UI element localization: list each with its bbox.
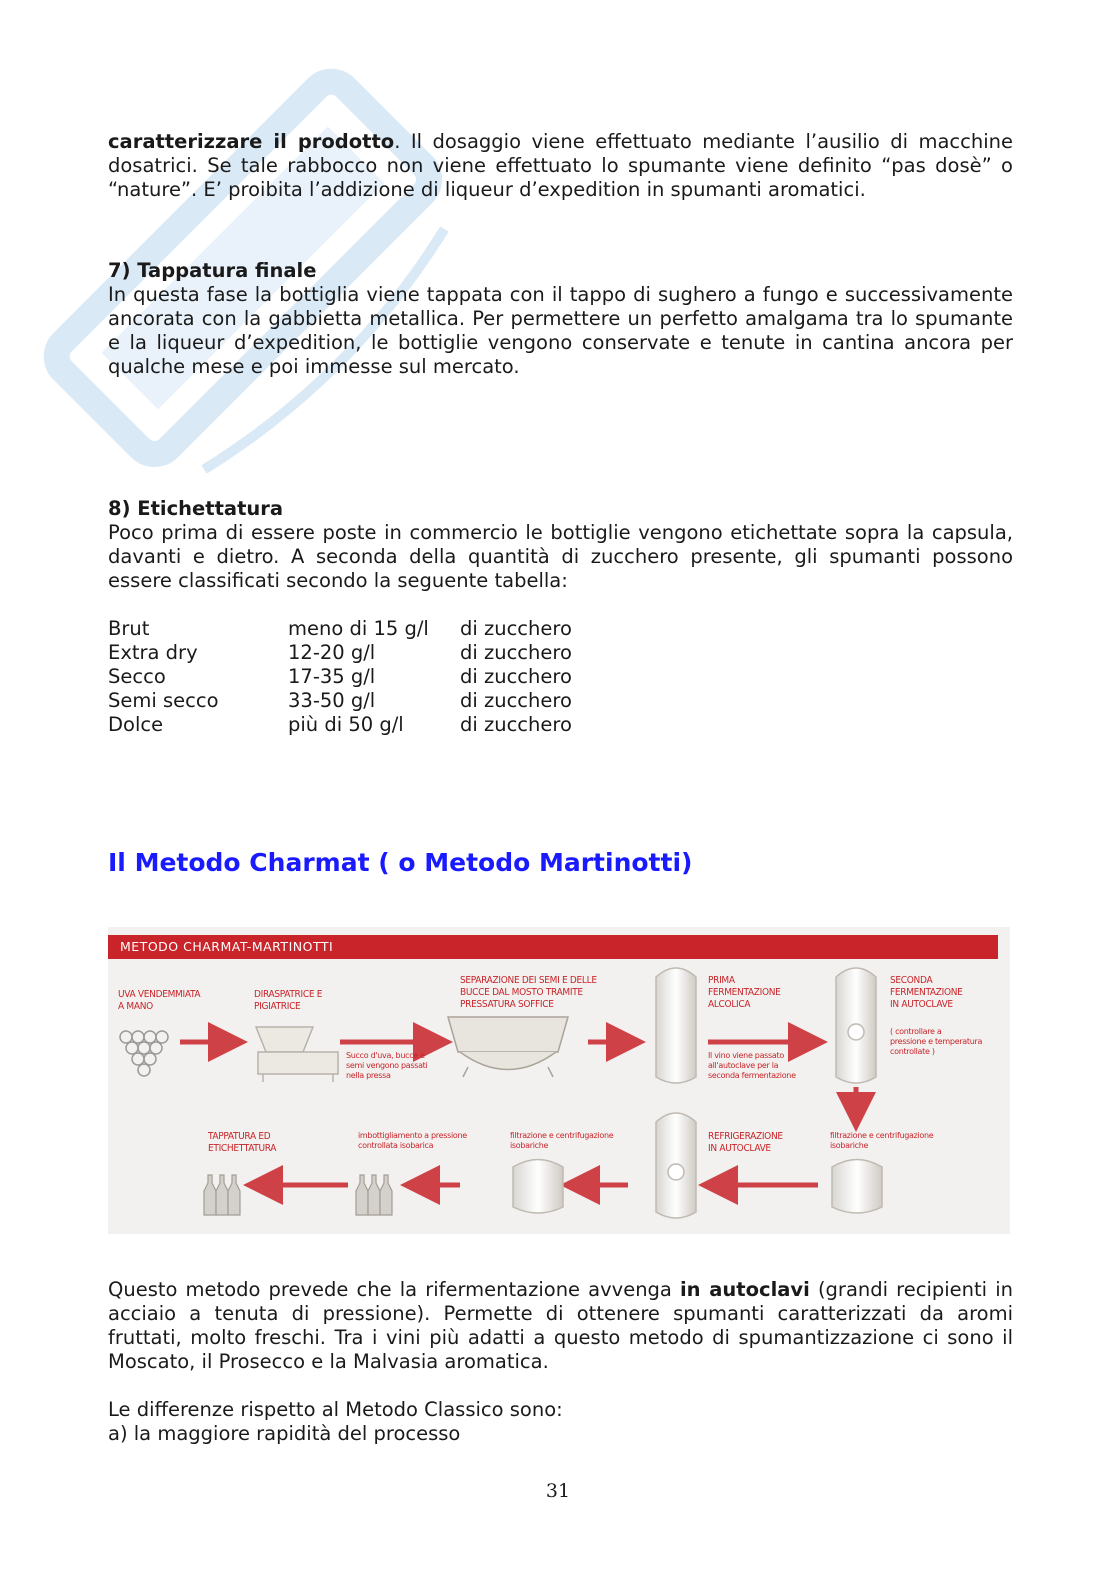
table-cell-type: Secco bbox=[108, 665, 166, 688]
table-row bbox=[108, 617, 572, 641]
table-row bbox=[108, 641, 572, 665]
figure-title: METODO CHARMAT-MARTINOTTI bbox=[120, 939, 334, 954]
charmat-para-start: Questo metodo prevede che la rifermentazione avvenga bbox=[108, 1278, 680, 1301]
table-cell-unit: di zucchero bbox=[460, 617, 572, 640]
intro-paragraph bbox=[108, 130, 1013, 202]
differences-intro: Le differenze rispetto al Metodo Classico sono: bbox=[108, 1398, 563, 1421]
table-cell-amount: 33-50 g/l bbox=[288, 689, 376, 712]
table-cell-unit: di zucchero bbox=[460, 689, 572, 712]
grapes-icon bbox=[120, 1031, 168, 1076]
process-drawing bbox=[108, 927, 1010, 1234]
table-cell-unit: di zucchero bbox=[460, 665, 572, 688]
table-cell-type: Brut bbox=[108, 617, 150, 640]
sugar-table bbox=[108, 617, 572, 737]
step-4-note: Il vino viene passato all'autoclave per la seconda fermentazione bbox=[708, 1051, 796, 1080]
page-content bbox=[108, 130, 1013, 737]
step-7-label: REFRIGERAZIONE IN AUTOCLAVE bbox=[708, 1131, 783, 1154]
section-8-heading: 8) Etichettatura bbox=[108, 497, 284, 520]
step-8-label: filtrazione e centrifugazione isobariche bbox=[510, 1131, 614, 1150]
table-row bbox=[108, 689, 572, 713]
press-icon bbox=[448, 1017, 568, 1077]
difference-a: a) la maggiore rapidità del processo bbox=[108, 1422, 461, 1445]
step-4-label: PRIMA FERMENTAZIONE ALCOLICA bbox=[708, 975, 781, 1010]
step-10-label: TAPPATURA ED ETICHETTATURA bbox=[208, 1131, 277, 1154]
bottles-icon bbox=[204, 1175, 392, 1215]
table-cell-unit: di zucchero bbox=[460, 713, 572, 736]
step-3-label: SEPARAZIONE DEI SEMI E DELLE BUCCE DAL MOSTO TRAMITE PRESSATURA SOFFICE bbox=[460, 975, 597, 1010]
section-7-heading: 7) Tappatura finale bbox=[108, 259, 317, 282]
step-2-label: DIRASPATRICE E PIGIATRICE bbox=[254, 989, 323, 1012]
step-5-label: SECONDA FERMENTAZIONE IN AUTOCLAVE bbox=[890, 975, 963, 1010]
table-cell-amount: più di 50 g/l bbox=[288, 713, 404, 736]
table-row bbox=[108, 665, 572, 689]
intro-lead-bold: caratterizzare il prodotto bbox=[108, 130, 395, 153]
table-cell-amount: meno di 15 g/l bbox=[288, 617, 429, 640]
charmat-title: Il Metodo Charmat ( o Metodo Martinotti) bbox=[108, 848, 693, 877]
table-cell-amount: 12-20 g/l bbox=[288, 641, 376, 664]
table-cell-type: Extra dry bbox=[108, 641, 198, 664]
section-8-text: Poco prima di essere poste in commercio le bottiglie vengono etichettate sopra la capsula, davanti e dietro. A seconda della quantità di zucchero presente, gli spumanti possono essere classificati secondo la seguente tabella: bbox=[108, 521, 1013, 592]
table-cell-type: Dolce bbox=[108, 713, 164, 736]
filter-icon bbox=[513, 1160, 882, 1214]
charmat-text bbox=[108, 1278, 1013, 1446]
step-1-label: UVA VENDEMMIATA A MANO bbox=[118, 989, 201, 1012]
section-7-text: In questa fase la bottiglia viene tappata con il tappo di sughero a fungo e successivamente ancorata con la gabbietta metallica. Per permettere un perfetto amalgama tra lo spumante e la liqueur d’expedition, le bottiglie vengono conservate e tenute in cantina ancora per qualche mese e poi immesse sul mercato. bbox=[108, 283, 1013, 378]
charmat-paragraph bbox=[108, 1278, 1013, 1374]
table-cell-type: Semi secco bbox=[108, 689, 219, 712]
step-9-label: imbottigliamento a pressione controllata isobarica bbox=[358, 1131, 467, 1150]
charmat-para-bold: in autoclavi bbox=[680, 1278, 810, 1301]
table-cell-amount: 17-35 g/l bbox=[288, 665, 376, 688]
step-2-note: Succo d'uva, bucce e semi vengono passati nella pressa bbox=[346, 1051, 428, 1080]
charmat-para-end: (grandi recipienti in acciaio a tenuta di pressione). Permette di ottenere spumanti caratterizzati da aromi fruttati, molto freschi. Tra i vini più adatti a questo metodo di spumantizzazione ci sono il Moscato, il Prosecco e la Malvasia aromatica. bbox=[108, 1278, 1013, 1373]
table-row bbox=[108, 713, 572, 737]
page-number: 31 bbox=[545, 1480, 571, 1502]
intro-rest: . Il dosaggio viene effettuato mediante l’ausilio di macchine dosatrici. Se tale rabbocco non viene effettuato lo spumante viene definito “pas dosè” o “nature”. E’ proibita l’addizione di liqueur d’expedition in spumanti aromatici. bbox=[108, 130, 1013, 201]
charmat-process-figure bbox=[108, 927, 1010, 1234]
step-6-label: filtrazione e centrifugazione isobariche bbox=[830, 1131, 934, 1150]
destemmer-icon bbox=[256, 1027, 338, 1082]
step-5-note: ( controllare a pressione e temperatura controllate ) bbox=[890, 1027, 983, 1056]
table-cell-unit: di zucchero bbox=[460, 641, 572, 664]
